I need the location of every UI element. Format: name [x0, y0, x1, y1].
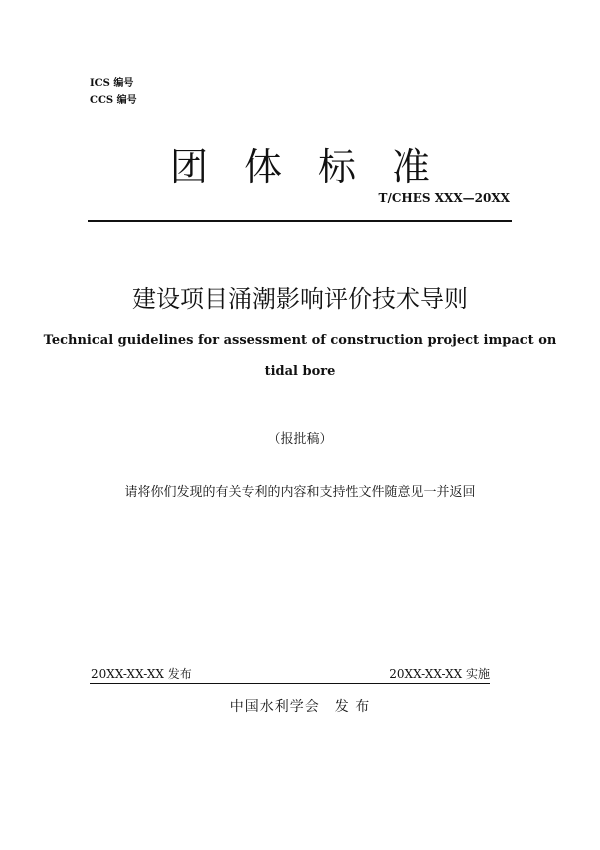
publisher: 中国水利学会 发 布 [229, 699, 371, 715]
standard-type-title: 团体标准 [169, 145, 466, 189]
document-title-zh: 建设项目涌潮影响评价技术导则 [132, 285, 468, 313]
ics-number-label: ICS 编号 [90, 78, 134, 89]
patent-notice: 请将你们发现的有关专利的内容和支持性文件随意见一并返回 [124, 485, 476, 500]
document-title-en-line2: tidal bore [264, 364, 336, 379]
release-date: 20XX-XX-XX 发布 [91, 667, 192, 681]
document-title-en-line1: Technical guidelines for assessment of construction project impact on [43, 333, 557, 348]
ccs-number-label: CCS 编号 [90, 95, 137, 106]
header-divider [88, 220, 512, 222]
implement-date: 20XX-XX-XX 实施 [389, 667, 490, 681]
draft-status: （报批稿） [267, 432, 333, 447]
standard-code: T/CHES XXX—20XX [378, 191, 510, 205]
footer-divider [90, 683, 490, 684]
